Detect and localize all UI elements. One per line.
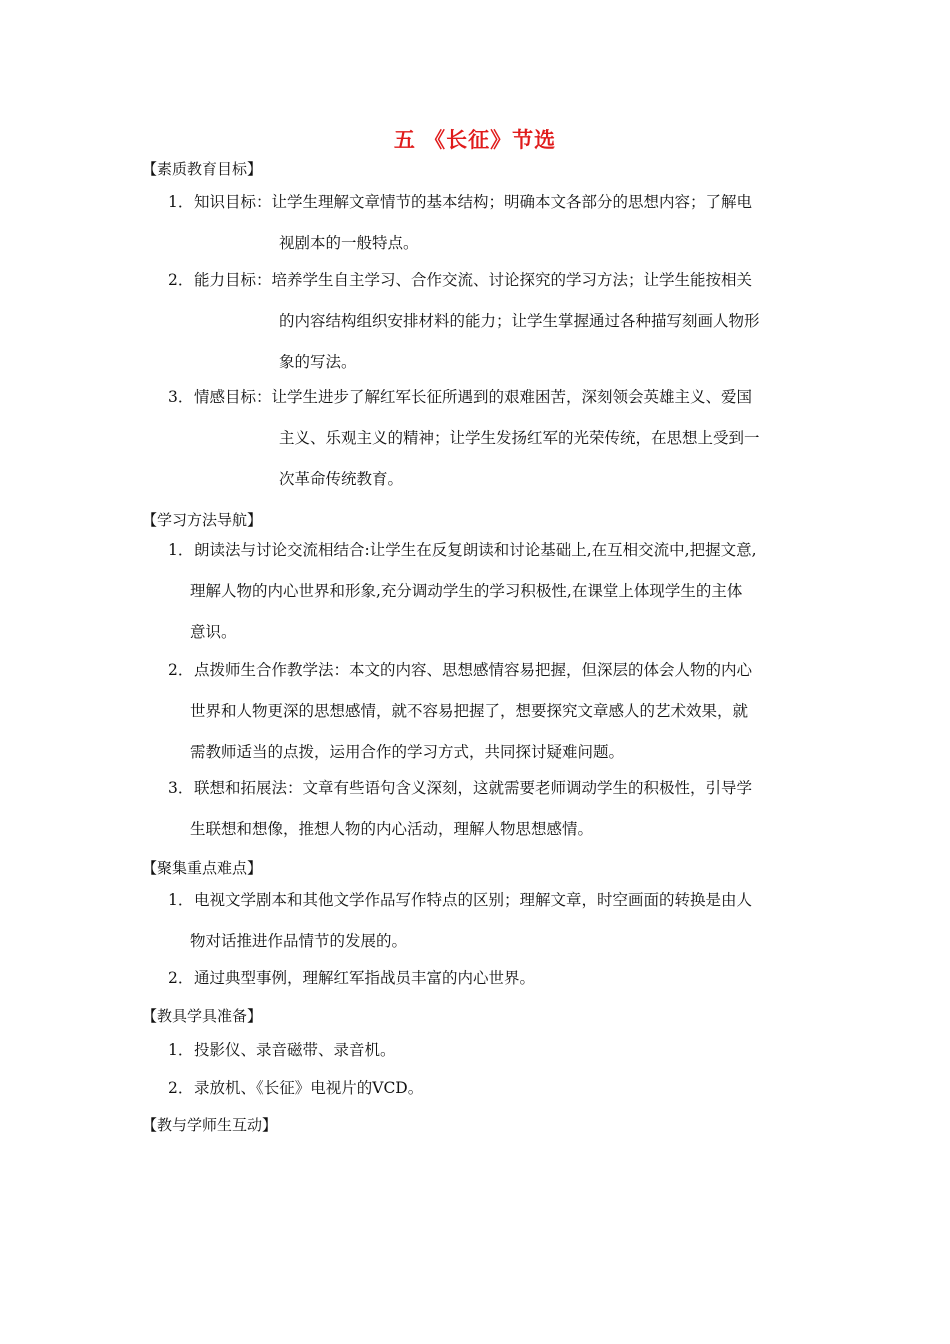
item-text-line: 需教师适当的点拨，运用合作的学习方式，共同探讨疑难问题。 bbox=[190, 743, 625, 761]
item-text-line: 联想和拓展法：文章有些语句含义深刻，这就需要老师调动学生的积极性，引导学 bbox=[194, 779, 753, 797]
item-number: 2． bbox=[168, 1079, 194, 1097]
section-heading-key-points: 【聚集重点难点】 bbox=[142, 859, 263, 877]
section-heading-goals: 【素质教育目标】 bbox=[142, 160, 263, 178]
item-number: 1． bbox=[168, 891, 194, 909]
list-item-material bbox=[168, 1068, 423, 1109]
item-text-line: 投影仪、录音磁带、录音机。 bbox=[194, 1041, 396, 1059]
list-item-guidance-method bbox=[168, 650, 752, 773]
item-text-line: 视剧本的一般特点。 bbox=[279, 234, 419, 252]
list-item-key-point bbox=[168, 958, 535, 999]
item-text-line: 朗读法与讨论交流相结合:让学生在反复朗读和讨论基础上,在互相交流中,把握文意, bbox=[194, 541, 757, 559]
item-number: 1． bbox=[168, 1041, 194, 1059]
list-item-ability-goal bbox=[168, 260, 760, 383]
item-label: 能力目标： bbox=[194, 271, 272, 289]
item-label: 情感目标： bbox=[194, 388, 272, 406]
item-text-line: 录放机、《长征》电视片的VCD。 bbox=[194, 1079, 424, 1097]
list-item-reading-method bbox=[168, 530, 757, 653]
page-title: 五 《长征》节选 bbox=[393, 127, 557, 152]
list-item-knowledge-goal bbox=[168, 182, 752, 264]
list-item-key-point bbox=[168, 880, 752, 962]
item-text-line: 点拨师生合作教学法：本文的内容、思想感情容易把握，但深层的体会人物的内心 bbox=[194, 661, 753, 679]
item-number: 2． bbox=[168, 271, 194, 289]
item-text-line: 主义、乐观主义的精神；让学生发扬红军的光荣传统，在思想上受到一 bbox=[279, 429, 760, 447]
item-text-line: 通过典型事例，理解红军指战员丰富的内心世界。 bbox=[194, 969, 536, 987]
list-item-association-method bbox=[168, 768, 752, 850]
item-text-line: 电视文学剧本和其他文学作品写作特点的区别；理解文章，时空画面的转换是由人 bbox=[194, 891, 753, 909]
section-heading-materials: 【教具学具准备】 bbox=[142, 1007, 263, 1025]
item-number: 1． bbox=[168, 193, 194, 211]
item-text-line: 世界和人物更深的思想感情，就不容易把握了，想要探究文章感人的艺术效果，就 bbox=[190, 702, 749, 720]
item-text-line: 意识。 bbox=[190, 623, 237, 641]
item-text-line: 次革命传统教育。 bbox=[279, 470, 404, 488]
item-text-line: 让学生进步了解红军长征所遇到的艰难困苦，深刻领会英雄主义、爱国 bbox=[271, 388, 753, 406]
item-number: 2． bbox=[168, 969, 194, 987]
item-number: 3． bbox=[168, 388, 194, 406]
item-text-line: 让学生理解文章情节的基本结构；明确本文各部分的思想内容；了解电 bbox=[271, 193, 753, 211]
item-text-line: 培养学生自主学习、合作交流、讨论探究的学习方法；让学生能按相关 bbox=[271, 271, 753, 289]
item-text-line: 理解人物的内心世界和形象,充分调动学生的学习积极性,在课堂上体现学生的主体 bbox=[190, 582, 743, 600]
item-text-line: 象的写法。 bbox=[279, 353, 357, 371]
item-text-line: 物对话推进作品情节的发展的。 bbox=[190, 932, 408, 950]
item-text-line: 的内容结构组织安排材料的能力；让学生掌握通过各种描写刻画人物形 bbox=[279, 312, 760, 330]
item-number: 2． bbox=[168, 661, 194, 679]
section-heading-interaction: 【教与学师生互动】 bbox=[142, 1116, 278, 1134]
section-heading-methods: 【学习方法导航】 bbox=[142, 511, 263, 529]
item-label: 知识目标： bbox=[194, 193, 272, 211]
list-item-emotion-goal bbox=[168, 377, 760, 500]
item-number: 3． bbox=[168, 779, 194, 797]
list-item-material bbox=[168, 1030, 396, 1071]
item-text-line: 生联想和想像，推想人物的内心活动，理解人物思想感情。 bbox=[190, 820, 594, 838]
item-number: 1． bbox=[168, 541, 194, 559]
